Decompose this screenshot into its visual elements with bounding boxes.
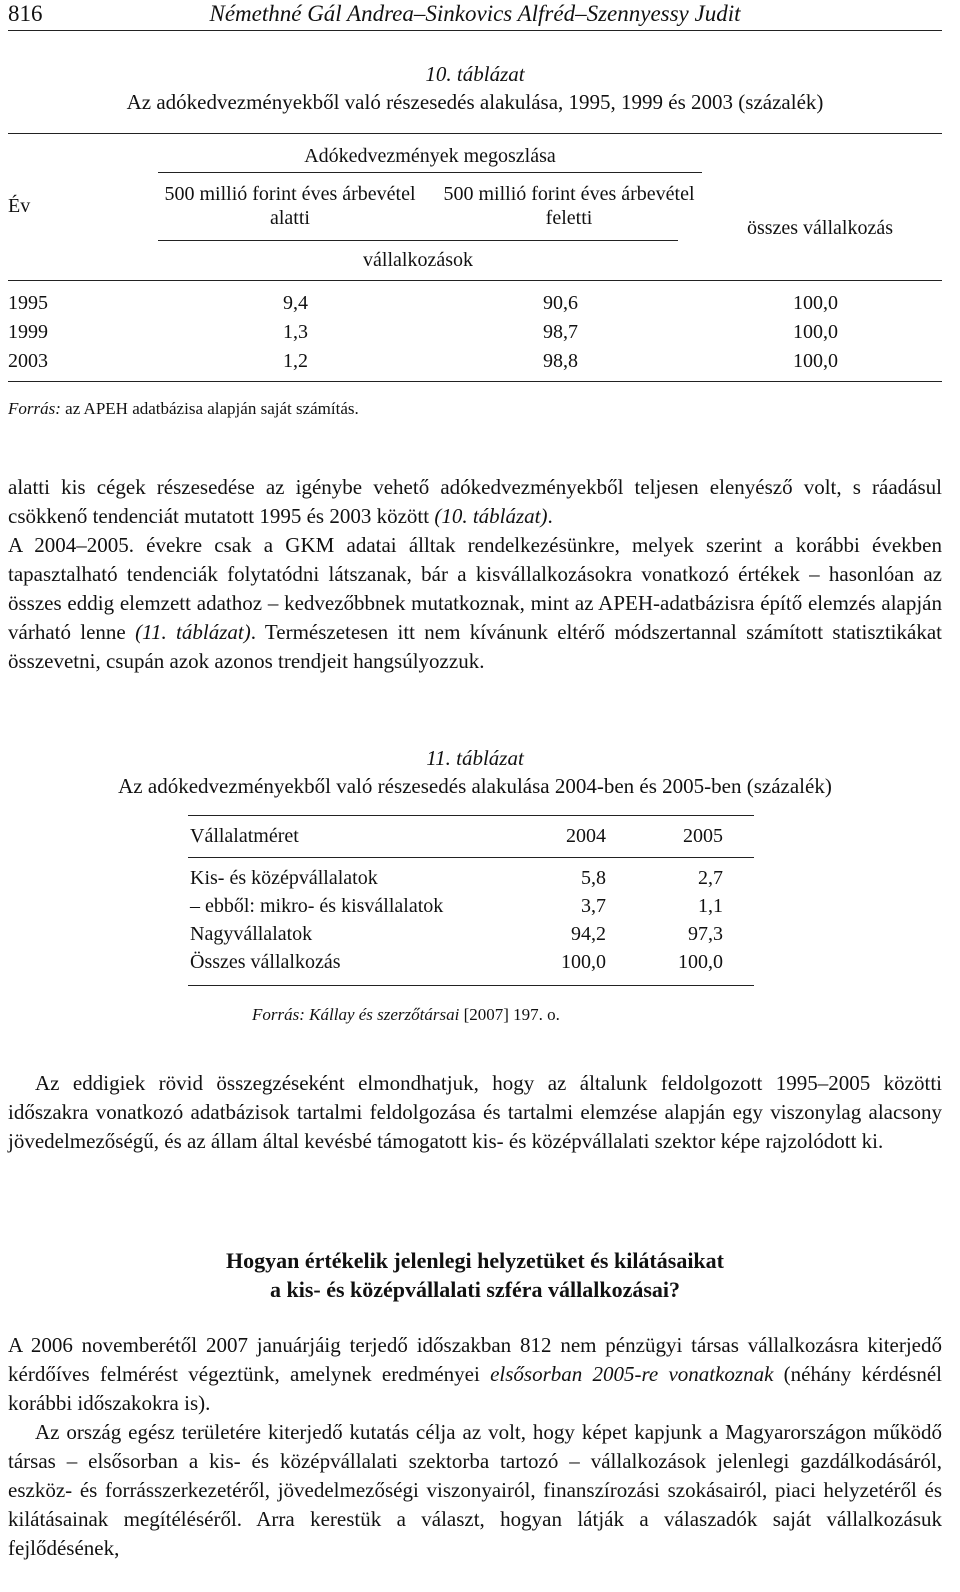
table11-cell-label: – ebből: mikro- és kisvállalatok [190,895,444,917]
table11-source-ref: [2007] 197. o. [463,1005,560,1024]
table11-cell-2004: 5,8 [581,867,606,889]
table10-header-total: összes vállalkozás [746,217,894,239]
table10-header-above: 500 millió forint éves árbevétel feletti [443,183,695,229]
table11-cell-label: Nagyvállalatok [190,923,313,945]
paragraph-text: A 2004–2005. évekre csak a GKM adatai álltak rendelkezésünkre, melyek szerint a korábbi években tapasztalható tendenciák folytatódni látszanak, bár a kisvállalkozásokra vonatkozó értékek – hasonlóan az összes eddig elemzett adathoz – kedvezőbbnek mutatkoznak, mint az APEH-adatbázisra építő elemzés alapján várható lenne [8,533,942,644]
table10-cell-below: 1,3 [283,321,308,343]
body-paragraph [8,1069,942,1156]
paragraph-text: Az eddigiek rövid összegzéseként elmondhatjuk, hogy az általunk feldolgozott 1995–2005 közötti időszakra vonatkozó adatbázisok tartalmi feldolgozása és tartalmi elemzése alapján egy viszonylag alacsony jövedelmezőségű, és az állam által kevésbé támogatott kis- és középvállalati szektor képe rajzolódott ki. [8,1071,942,1153]
table10-caption [8,60,942,116]
table10-source-label: Forrás: [8,399,61,418]
table10-source [8,398,359,420]
table11-header-rule [188,857,754,858]
table10-cell-above: 90,6 [543,292,578,314]
running-header-authors: Némethné Gál Andrea–Sinkovics Alfréd–Szennyessy Judit [209,1,741,26]
table10-header-companies: vállalkozások [363,249,473,271]
table10-header-year: Év [8,195,31,217]
section-heading-line: a kis- és középvállalati szféra vállalkozásai? [269,1277,681,1302]
table10-cell-below: 9,4 [283,292,308,314]
table11-cell-2005: 100,0 [678,951,723,973]
table11-header-size: Vállalatméret [190,825,299,847]
table11-cell-2004: 94,2 [571,923,606,945]
section-heading-line: Hogyan értékelik jelenlegi helyzetüket és kilátásaikat [226,1248,724,1273]
table11-cell-2005: 1,1 [698,895,723,917]
table11-header-2004: 2004 [566,825,606,847]
table10-companies-rule [158,240,678,241]
table11-cell-2005: 2,7 [698,867,723,889]
body-paragraph [8,1331,942,1418]
table11-source [252,1004,560,1026]
page-number: 816 [8,1,43,26]
table10-source-text: az APEH adatbázisa alapján saját számítás. [65,399,359,418]
table10-header-rule [8,280,942,281]
paragraph-text: Az ország egész területére kiterjedő kutatás célja az volt, hogy képet kapjunk a Magyarországon működő társas – elsősorban a kis- és középvállalati szektorba tartozó – vállalkozások jelenlegi gazdálkodásáról, eszköz- és forrásszerkezetéről, jövedelmezőségi viszonyairól, finanszírozási szokásairól, piaci helyzetéről és kilátásainak megítéléséről. Arra kerestük a választ, hogyan látják a válaszadók saját vállalkozásuk fejlődésének, [8,1420,942,1560]
table11-cell-label: Kis- és középvállalatok [190,867,378,889]
table10-cell-year: 1999 [8,321,48,343]
table10-cell-year: 1995 [8,292,48,314]
paragraph-text: . [547,504,553,528]
table11-header-2005: 2005 [683,825,723,847]
table10-cell-total: 100,0 [793,350,838,372]
table11-title: Az adókedvezményekből való részesedés alakulása 2004-ben és 2005-ben (százalék) [118,774,832,798]
emphasis-text: elsősorban 2005-re vonatkoznak [490,1362,774,1386]
table11-cell-2004: 3,7 [581,895,606,917]
table-reference: (11. táblázat) [135,620,251,644]
table10-title: Az adókedvezményekből való részesedés alakulása, 1995, 1999 és 2003 (százalék) [126,90,824,114]
table11-number: 11. táblázat [426,746,524,770]
table10-cell-above: 98,8 [543,350,578,372]
section-heading [8,1246,942,1304]
paragraph-text: (néhány kérdésnél korábbi időszakokra is). [8,1362,942,1415]
table11-caption [8,744,942,800]
table10-header-group: Adókedvezmények megoszlása [304,145,556,167]
table11-bottom-rule [188,985,754,986]
table10-group-rule [158,172,702,173]
table11-top-rule [188,815,754,816]
running-header [8,0,942,31]
table10-cell-total: 100,0 [793,292,838,314]
table10-number: 10. táblázat [425,62,525,86]
table10-cell-below: 1,2 [283,350,308,372]
body-paragraph [8,531,942,676]
table11-cell-2004: 100,0 [561,951,606,973]
table11-cell-label: Összes vállalkozás [190,951,341,973]
table10-cell-total: 100,0 [793,321,838,343]
body-paragraph [8,1418,942,1563]
table-reference: (10. táblázat) [434,504,548,528]
table11-cell-2005: 97,3 [688,923,723,945]
table11-source-label: Forrás: [252,1005,305,1024]
table10-bottom-rule [8,381,942,382]
table10-cell-above: 98,7 [543,321,578,343]
table11-source-authors: Kállay és szerzőtársai [309,1005,460,1024]
table10-cell-year: 2003 [8,350,48,372]
paragraph-text: A 2006 novemberétől 2007 januárjáig terjedő időszakban 812 nem pénzügyi társas vállalkozásra kiterjedő kérdőíves felmérést végeztünk, amelynek eredményei [8,1333,942,1386]
body-paragraph [8,473,942,531]
paragraph-text: alatti kis cégek részesedése az igénybe vehető adókedvezményekből teljesen elenyésző volt, s ráadásul csökkenő tendenciát mutatott 1995 és 2003 között [8,475,942,528]
table10-header-below: 500 millió forint éves árbevétel alatti [164,183,416,229]
table10-top-rule [8,133,942,134]
paragraph-text: . Természetesen itt nem kívánunk eltérő módszertannal számított statisztikákat összevetni, csupán azok azonos trendjeit hangsúlyozzuk. [8,620,942,673]
